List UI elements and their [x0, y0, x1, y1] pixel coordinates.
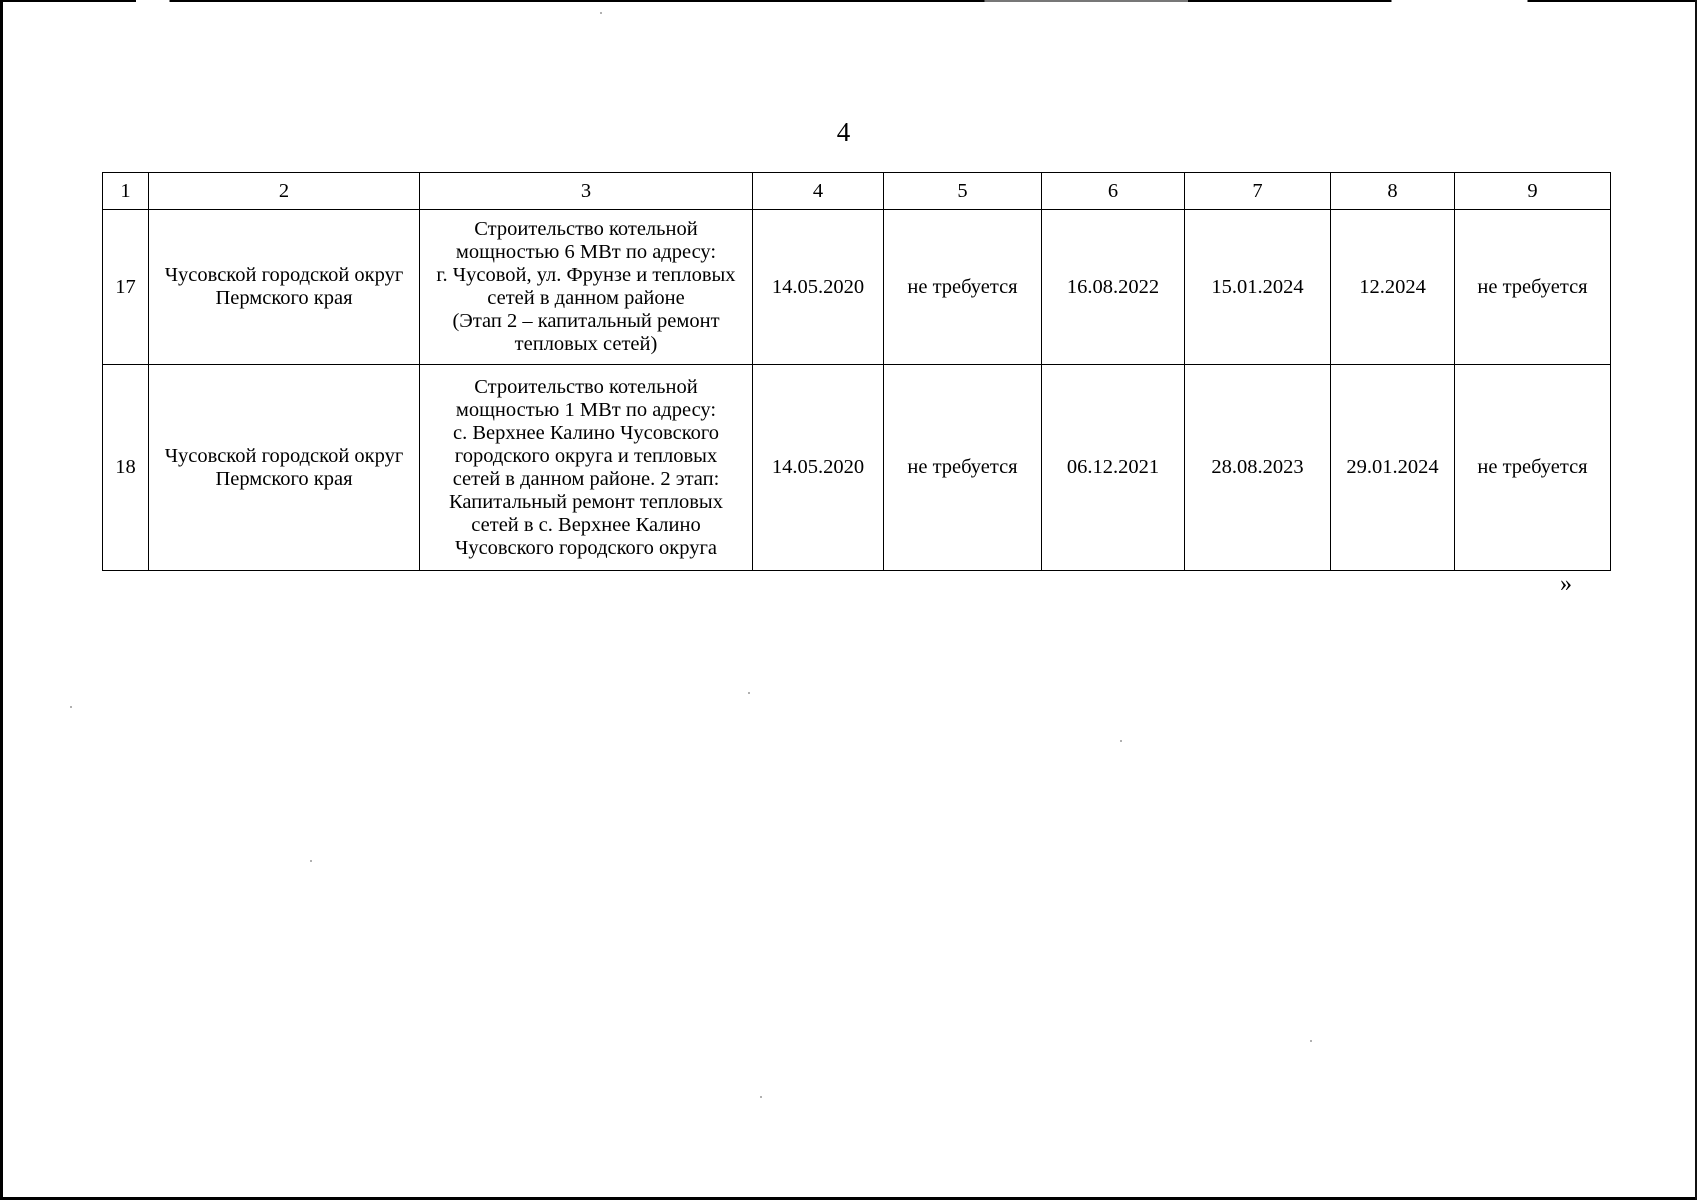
table-header-row [103, 173, 1611, 210]
date-cell: 12.2024 [1331, 210, 1455, 365]
header-cell: 8 [1331, 173, 1455, 210]
municipality-line: Чусовской городской округ [164, 444, 404, 467]
data-table [102, 172, 1611, 571]
header-cell: 5 [884, 173, 1042, 210]
date-cell: 16.08.2022 [1042, 210, 1185, 365]
date-cell: 14.05.2020 [753, 210, 884, 365]
description-line: Строительство котельной [474, 375, 698, 398]
municipality-line: Чусовской городской округ [164, 264, 404, 286]
header-cell: 9 [1455, 173, 1611, 210]
description-line: сетей в данном районе [487, 287, 685, 309]
description-line: городского округа и тепловых [454, 444, 718, 467]
description-line: с. Верхнее Калино Чусовского [452, 421, 720, 444]
description-line: сетей в данном районе. 2 этап: [452, 467, 720, 490]
date-cell: 29.01.2024 [1331, 365, 1455, 571]
header-cell: 7 [1185, 173, 1331, 210]
scan-speck [1310, 1040, 1312, 1042]
row-number-cell: 17 [103, 210, 149, 365]
status-cell: не требуется [884, 365, 1042, 571]
scan-speck [760, 1096, 762, 1098]
project-description-cell [420, 365, 753, 571]
description-line: мощностью 6 МВт по адресу: [455, 241, 717, 263]
scan-speck [1120, 740, 1122, 742]
date-cell: 15.01.2024 [1185, 210, 1331, 365]
table-row [103, 210, 1611, 365]
description-line: г. Чусовой, ул. Фрунзе и тепловых [436, 264, 736, 286]
municipality-line: Пермского края [215, 287, 353, 309]
scan-speck [70, 706, 72, 708]
description-line: Капитальный ремонт тепловых [449, 490, 723, 513]
status-cell: не требуется [884, 210, 1042, 365]
scan-edge-left [0, 0, 3, 1200]
date-cell: 06.12.2021 [1042, 365, 1185, 571]
description-line: (Этап 2 – капитальный ремонт [452, 310, 720, 332]
scan-speck [310, 860, 312, 862]
header-cell: 6 [1042, 173, 1185, 210]
status-cell: не требуется [1455, 365, 1611, 571]
date-cell: 28.08.2023 [1185, 365, 1331, 571]
municipality-cell [149, 365, 420, 571]
scan-edge-top [0, 0, 1697, 2]
closing-quote-mark: » [1560, 571, 1572, 597]
description-line: мощностью 1 МВт по адресу: [455, 398, 717, 421]
header-cell: 2 [149, 173, 420, 210]
header-cell: 1 [103, 173, 149, 210]
header-cell: 4 [753, 173, 884, 210]
row-number-cell: 18 [103, 365, 149, 571]
date-cell: 14.05.2020 [753, 365, 884, 571]
header-cell: 3 [420, 173, 753, 210]
project-description-cell [420, 210, 753, 365]
description-line: Чусовского городского округа [455, 536, 717, 559]
description-line: сетей в с. Верхнее Калино [471, 513, 701, 536]
scan-speck [600, 12, 602, 14]
description-line: Строительство котельной [474, 218, 698, 240]
status-cell: не требуется [1455, 210, 1611, 365]
municipality-line: Пермского края [215, 467, 353, 490]
description-line: тепловых сетей) [514, 333, 658, 355]
page-number: 4 [836, 117, 851, 147]
municipality-cell [149, 210, 420, 365]
table-row [103, 365, 1611, 571]
scan-speck [748, 692, 750, 694]
